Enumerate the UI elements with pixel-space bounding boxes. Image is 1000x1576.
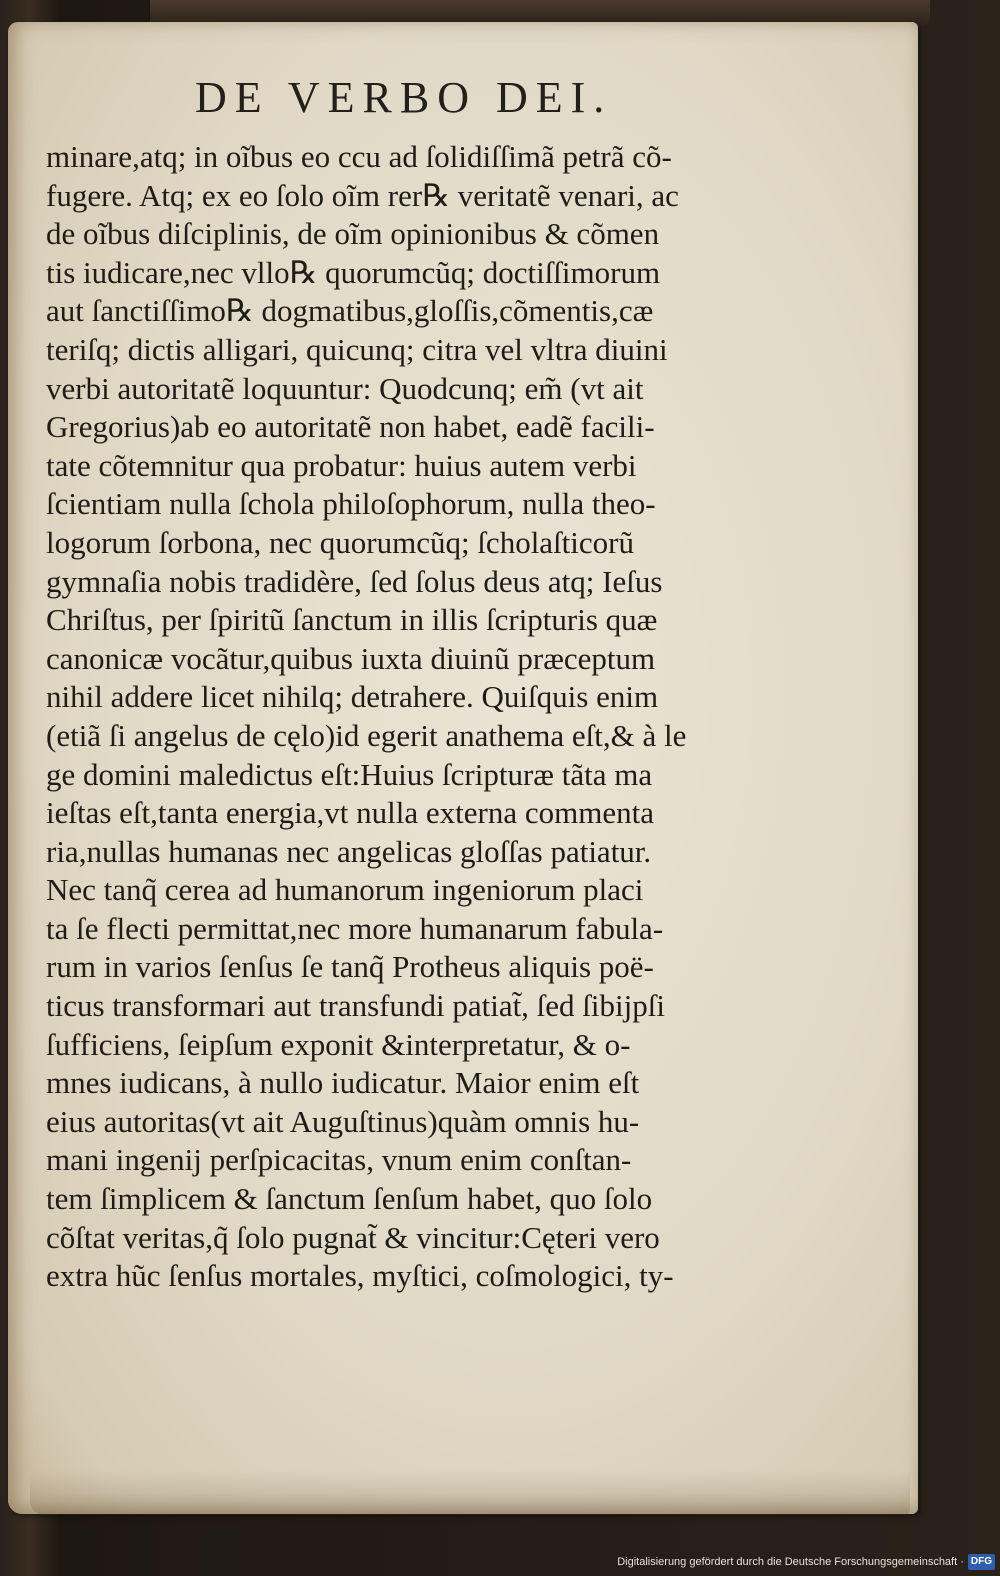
text-line: Nec tanq̃ cerea ad humanorum ingeniorum placi (46, 872, 644, 908)
text-line: tis iudicare,nec vllo℞ quorumcũq; doctiſſimorum (46, 254, 661, 290)
running-head: DE VERBO DEI. (195, 73, 613, 122)
text-line: tem ſimplicem & ſanctum ſenſum habet, quo ſolo (46, 1181, 653, 1217)
text-line: ieſtas eſt,tanta energia,vt nulla externa commenta (46, 795, 654, 831)
text-line: eius autoritas(vt ait Auguſtinus)quàm omnis hu- (46, 1103, 640, 1139)
text-line: nihil addere licet nihilq; detrahere. Quiſquis enim (46, 679, 659, 715)
text-line: aut ſanctiſſimo℞ dogmatibus,gloſſis,cõmentis,cæ (46, 293, 654, 329)
text-line: (etiã ſi angelus de cęlo)id egerit anathema eſt,& à le (46, 717, 687, 753)
text-line: rum in varios ſenſus ſe tanq̃ Protheus aliquis poë- (46, 949, 654, 985)
footer-bar (600, 1552, 995, 1572)
text-line: logorum ſorbona, nec quorumcũq; ſcholaſticorũ (46, 524, 634, 560)
text-line: Gregorius)ab eo autoritatẽ non habet, eadẽ facili- (46, 409, 655, 445)
text-line: gymnaſia nobis tradidère, ſed ſolus deus atq; Ieſus (46, 563, 663, 599)
text-line: de oĩbus diſciplinis, de oĩm opinionibus & cõmen (46, 216, 660, 252)
text-line: mani ingenij perſpicacitas, vnum enim conſtan- (46, 1142, 632, 1178)
text-line: tate cõtemnitur qua probatur: huius autem verbi (46, 447, 637, 483)
text-line: minare,atq; in oĩbus eo ccu ad ſolidiſſimã petrã cõ- (46, 139, 672, 174)
text-line: cõſtat veritas,q̃ ſolo pugnat̃ & vincitur:Cęteri vero (46, 1219, 660, 1255)
body-text (46, 138, 806, 1296)
funding-notice: Digitalisierung gefördert durch die Deutsche Forschungsgemeinschaft · (617, 1556, 964, 1568)
text-line: fugere. Atq; ex eo ſolo oĩm rer℞ veritatẽ venari, ac (46, 177, 679, 213)
text-line: teriſq; dictis alligari, quicunq; citra vel vltra diuini (46, 331, 668, 367)
text-line: ria,nullas humanas nec angelicas gloſſas patiatur. (46, 833, 652, 869)
text-line: canonicæ vocãtur,quibus iuxta diuinũ præceptum (46, 640, 656, 676)
text-line: mnes iudicans, à nullo iudicatur. Maior enim eſt (46, 1065, 640, 1101)
text-line: verbi autoritatẽ loquuntur: Quodcunq; em̃ (vt ait (46, 370, 644, 406)
text-line: ſufficiens, ſeipſum exponit &interpretatur, & o- (46, 1026, 631, 1062)
text-line: extra hũc ſenſus mortales, myſtici, coſmologici, ty- (46, 1258, 674, 1294)
text-line: ſcientiam nulla ſchola philoſophorum, nulla theo- (46, 486, 656, 522)
page-shadow (30, 1470, 910, 1515)
dfg-logo-icon: DFG (968, 1554, 995, 1570)
text-line: Chriſtus, per ſpiritũ ſanctum in illis ſcripturis quæ (46, 602, 658, 638)
text-line: ge domini maledictus eſt:Huius ſcripturæ tãta ma (46, 756, 653, 792)
text-line: ticus transformari aut transfundi patiat̃, ſed ſibijpſi (46, 988, 665, 1024)
text-line: ta ſe flecti permittat,nec more humanarum fabula- (46, 910, 664, 946)
